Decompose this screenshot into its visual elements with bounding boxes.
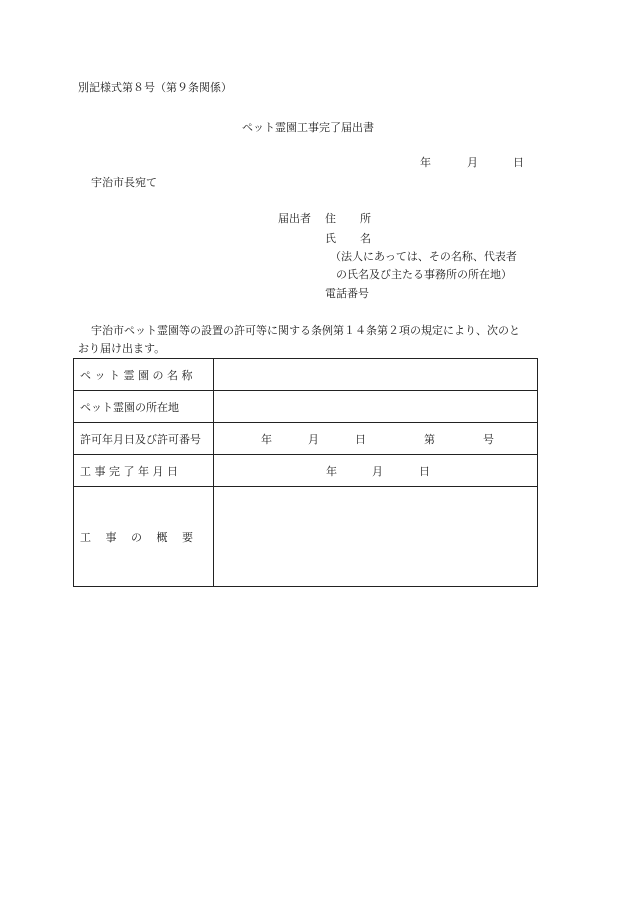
completion-year-label: 年 bbox=[326, 464, 337, 478]
permit-day-label: 日 bbox=[355, 432, 366, 446]
corporation-note-line2: の氏名及び主たる事務所の所在地） bbox=[336, 268, 512, 281]
cemetery-name-label-cell bbox=[74, 359, 214, 390]
addressee: 宇治市長宛て bbox=[91, 176, 157, 189]
phone-label: 電話番号 bbox=[325, 287, 369, 300]
table-row-cemetery-location bbox=[74, 391, 537, 423]
table-row-completion-date bbox=[74, 455, 537, 487]
body-text-line1: 宇治市ペット霊園等の設置の許可等に関する条例第１４条第２項の規定により、次のと bbox=[91, 324, 520, 337]
permit-label-cell bbox=[74, 423, 214, 454]
table-row-cemetery-name bbox=[74, 359, 537, 391]
form-reference: 別記様式第８号（第９条関係） bbox=[78, 81, 232, 94]
cemetery-location-label-cell bbox=[74, 391, 214, 422]
completion-month-label: 月 bbox=[372, 464, 383, 478]
applicant-label: 届出者 bbox=[278, 212, 311, 225]
date-year-label: 年 bbox=[420, 156, 431, 169]
permit-month-label: 月 bbox=[308, 432, 319, 446]
work-summary-label: 工 事 の 概 要 bbox=[80, 530, 193, 544]
address-label-part1: 住 bbox=[325, 212, 336, 225]
address-label-part2: 所 bbox=[360, 212, 371, 225]
completion-date-label-cell bbox=[74, 455, 214, 486]
table-row-work-summary bbox=[74, 487, 537, 586]
corporation-note-line1: （法人にあっては、その名称、代表者 bbox=[330, 250, 517, 263]
permit-label: 許可年月日及び許可番号 bbox=[80, 432, 201, 446]
body-text-line2: おり届け出ます。 bbox=[78, 342, 166, 355]
permit-number-suffix: 号 bbox=[483, 432, 494, 446]
completion-day-label: 日 bbox=[419, 464, 430, 478]
form-table bbox=[73, 358, 538, 587]
name-label-part1: 氏 bbox=[325, 232, 336, 245]
name-label-part2: 名 bbox=[360, 232, 371, 245]
permit-number-prefix: 第 bbox=[424, 432, 435, 446]
cemetery-name-label: ペ ッ ト 霊 園 の 名 称 bbox=[80, 368, 193, 382]
table-row-permit bbox=[74, 423, 537, 455]
cemetery-location-label: ペット霊園の所在地 bbox=[80, 400, 179, 414]
document-title: ペット霊園工事完了届出書 bbox=[242, 121, 374, 134]
date-month-label: 月 bbox=[467, 156, 478, 169]
date-day-label: 日 bbox=[513, 156, 524, 169]
permit-year-label: 年 bbox=[261, 432, 272, 446]
completion-date-label: 工 事 完 了 年 月 日 bbox=[80, 464, 178, 478]
work-summary-label-cell bbox=[74, 487, 214, 586]
